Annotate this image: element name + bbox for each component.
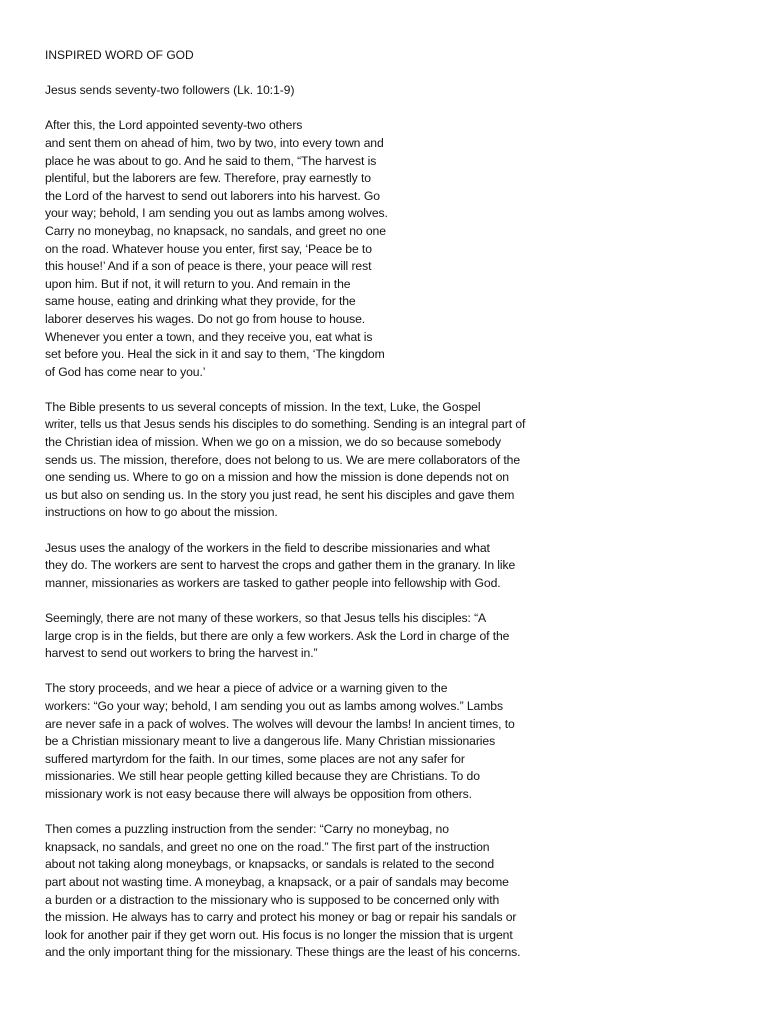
text-line: writer, tells us that Jesus sends his disciples to do something. Sending is an integral part of — [45, 417, 526, 432]
document-title: INSPIRED WORD OF GOD — [45, 48, 194, 62]
paragraph-3 — [45, 540, 565, 593]
text-line: are never safe in a pack of wolves. The wolves will devour the lambs! In ancient times, to — [45, 716, 515, 731]
text-line: After this, the Lord appointed seventy-two others — [45, 118, 303, 133]
text-line: sends us. The mission, therefore, does not belong to us. We are mere collaborators of the — [45, 452, 521, 467]
text-line: upon him. But if not, it will return to you. And remain in the — [45, 276, 351, 291]
text-line: place he was about to go. And he said to them, “The harvest is — [45, 153, 377, 168]
text-line: they do. The workers are sent to harvest the crops and gather them in the granary. In like — [45, 558, 516, 573]
document-body — [45, 117, 565, 962]
text-line: instructions on how to go about the mission. — [45, 505, 278, 520]
text-line: knapsack, no sandals, and greet no one on the road.” The first part of the instruction — [45, 839, 490, 854]
document-subtitle: Jesus sends seventy-two followers (Lk. 10:1-9) — [45, 83, 295, 98]
text-line: The Bible presents to us several concepts of mission. In the text, Luke, the Gospel — [45, 399, 481, 414]
text-line: Then comes a puzzling instruction from the sender: “Carry no moneybag, no — [45, 822, 449, 837]
document-page — [45, 47, 565, 979]
text-line: large crop is in the fields, but there are only a few workers. Ask the Lord in charge of the — [45, 628, 510, 643]
text-line: The story proceeds, and we hear a piece of advice or a warning given to the — [45, 681, 448, 696]
text-line: the Lord of the harvest to send out laborers into his harvest. Go — [45, 188, 380, 203]
text-line: about not taking along moneybags, or knapsacks, or sandals is related to the second — [45, 857, 495, 872]
text-line: us but also on sending us. In the story you just read, he sent his disciples and gave them — [45, 487, 515, 502]
text-line: look for another pair if they get worn out. His focus is no longer the mission that is urgent — [45, 927, 513, 942]
paragraph-2 — [45, 399, 565, 522]
text-line: Carry no moneybag, no knapsack, no sandals, and greet no one — [45, 223, 386, 238]
text-line: plentiful, but the laborers are few. Therefore, pray earnestly to — [45, 171, 371, 186]
text-line: be a Christian missionary meant to live a dangerous life. Many Christian missionaries — [45, 734, 496, 749]
paragraph-5 — [45, 680, 565, 803]
text-line: missionary work is not easy because there will always be opposition from others. — [45, 786, 472, 801]
text-line: suffered martyrdom for the faith. In our times, some places are not any safer for — [45, 751, 465, 766]
text-line: harvest to send out workers to bring the harvest in.” — [45, 646, 318, 661]
text-line: and the only important thing for the missionary. These things are the least of his concerns. — [45, 945, 521, 960]
text-line: missionaries. We still hear people getting killed because they are Christians. To do — [45, 769, 480, 784]
text-line: same house, eating and drinking what they provide, for the — [45, 294, 356, 309]
text-line: and sent them on ahead of him, two by two, into every town and — [45, 135, 384, 150]
text-line: manner, missionaries as workers are tasked to gather people into fellowship with God. — [45, 575, 501, 590]
text-line: laborer deserves his wages. Do not go from house to house. — [45, 311, 366, 326]
paragraph-1 — [45, 117, 565, 381]
text-line: this house!’ And if a son of peace is there, your peace will rest — [45, 259, 372, 274]
text-line: set before you. Heal the sick in it and say to them, ‘The kingdom — [45, 347, 385, 362]
text-line: one sending us. Where to go on a mission and how the mission is done depends not on — [45, 470, 509, 485]
text-line: Seemingly, there are not many of these workers, so that Jesus tells his disciples: “A — [45, 611, 487, 625]
text-line: a burden or a distraction to the missionary who is supposed to be concerned only with — [45, 892, 500, 907]
text-line: the mission. He always has to carry and protect his money or bag or repair his sandals or — [45, 910, 517, 925]
paragraph-6 — [45, 821, 565, 962]
text-line: the Christian idea of mission. When we go on a mission, we do so because somebody — [45, 435, 501, 450]
text-line: on the road. Whatever house you enter, first say, ‘Peace be to — [45, 241, 372, 256]
text-line: part about not wasting time. A moneybag, a knapsack, or a pair of sandals may become — [45, 874, 509, 889]
text-line: Jesus uses the analogy of the workers in the field to describe missionaries and what — [45, 540, 490, 555]
text-line: your way; behold, I am sending you out as lambs among wolves. — [45, 206, 388, 221]
paragraph-4 — [45, 610, 565, 663]
text-line: of God has come near to you.’ — [45, 364, 206, 379]
text-line: workers: “Go your way; behold, I am sending you out as lambs among wolves.” Lambs — [45, 698, 503, 713]
text-line: Whenever you enter a town, and they receive you, eat what is — [45, 329, 373, 344]
